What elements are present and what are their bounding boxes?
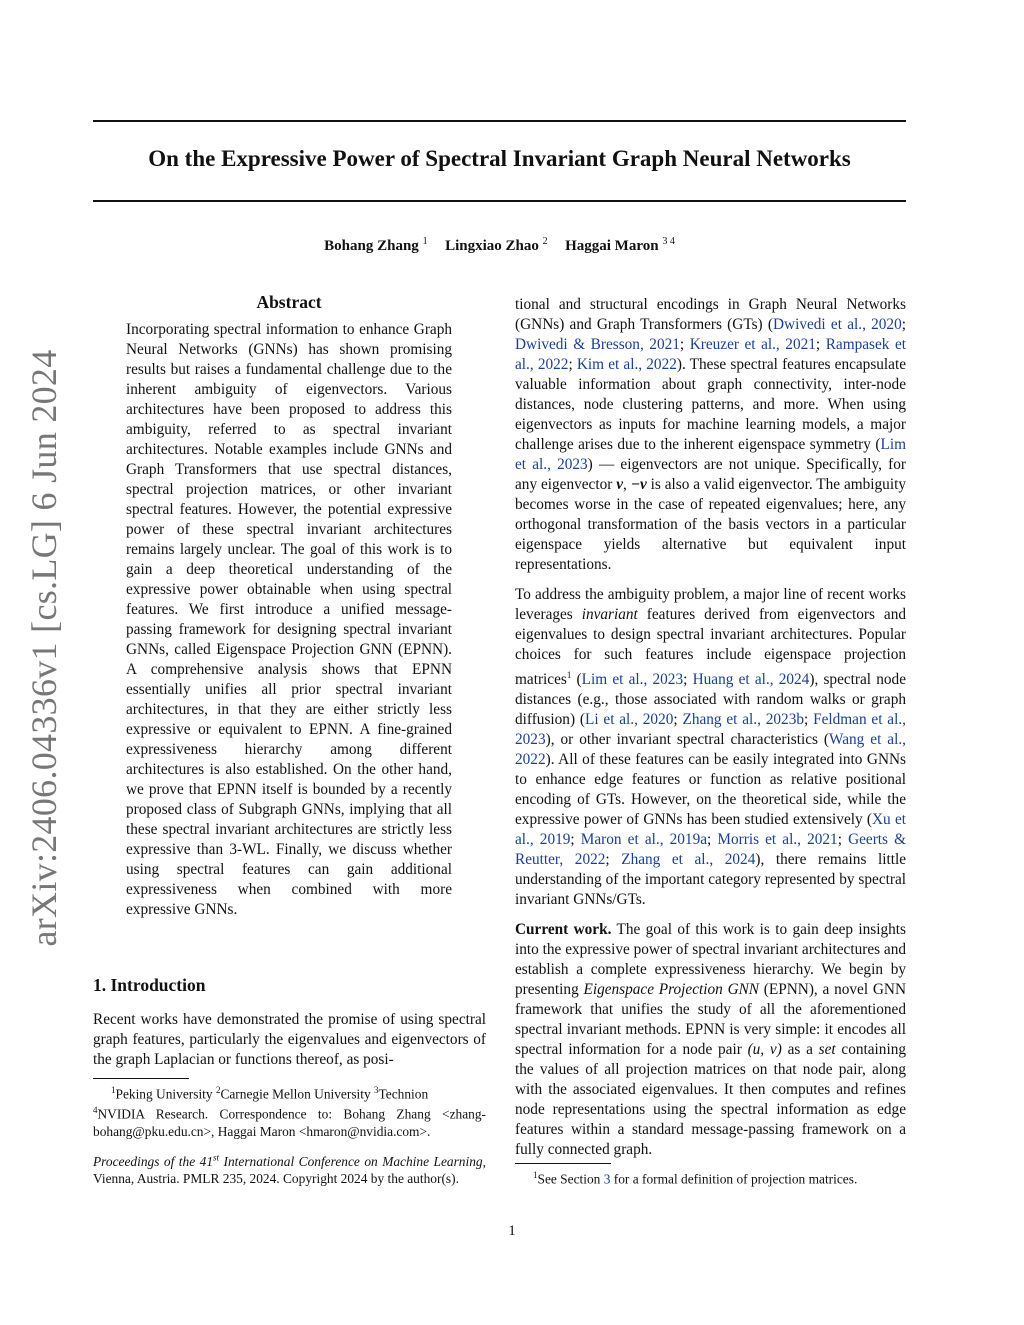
title-rule-bottom — [93, 200, 906, 202]
abstract-text: Incorporating spectral information to enhance Graph Neural Networks (GNNs) has shown promising results but raises a fundamental challenge due to the inherent ambiguity of eigenvectors. Various architectures have been proposed to address this ambiguity, referred to as spectral invariant architectures. Notable examples include GNNs and Graph Transformers that use spectral distances, spectral projection matrices, or other invariant spectral features. However, the potential expressive power of these spectral invariant architectures remains largely unclear. The goal of this work is to gain a deep theoretical understanding of the expressive power obtainable when using spectral features. We first introduce a unified message-passing framework for designing spectral invariant GNNs, called Eigenspace Projection GNN (EPNN). A comprehensive analysis shows that EPNN essentially unifies all prior spectral invariant architectures, in that they are either strictly less expressive or equivalent to EPNN. A fine-grained expressiveness hierarchy among different architectures is also established. On the other hand, we prove that EPNN itself is bounded by a recently proposed class of Subgraph GNNs, implying that all these spectral invariant architectures are strictly less expressive than 3-WL. Finally, we discuss whether using spectral features can gain additional expressiveness when combined with more expressive GNNs. — [126, 321, 452, 918]
text: ), there remains little understanding of the important category represented by spectral invariant GNNs/GTs. — [515, 851, 907, 909]
citation-link[interactable]: Huang et al., 2024 — [692, 671, 810, 689]
text: The goal of this work is to gain deep insights into the expressive power of spectral invariant architectures and establish a complete expressiveness hierarchy. We begin by presenting — [515, 921, 907, 999]
citation-link[interactable]: Li et al., 2020 — [584, 711, 674, 729]
math-neg-v: −v — [630, 476, 647, 493]
affiliation-footnote — [93, 1082, 486, 1140]
proceedings-sup: st — [213, 1153, 220, 1163]
right-column — [515, 295, 906, 1170]
footnote-mark: 1 — [533, 1170, 538, 1180]
proceedings-text: Proceedings of the — [93, 1154, 200, 1170]
section-link[interactable]: 3 — [603, 1171, 611, 1187]
aff-mark: 3 — [374, 1085, 379, 1095]
proceedings-number: 41 — [199, 1154, 214, 1170]
citation-link[interactable]: Wang et al., 2022 — [515, 731, 906, 769]
citation-link[interactable]: Lim et al., 2023 — [515, 436, 906, 473]
text: containing the values of all projection matrices on that node pair, along with the associated eigenvalues. It then computes and refines node representations using the spectral information as edge features within a standard message-passing framework on a fully connected graph. — [515, 1041, 906, 1159]
citation-link[interactable]: Geerts & Reutter, 2022 — [515, 831, 907, 869]
citation-link[interactable]: Zhang et al., 2023b — [682, 711, 804, 729]
introduction-text: Recent works have demonstrated the promise of using spectral graph features, particularly the eigenvalues and eigenvectors of the graph Laplacian or functions thereof, as posi- — [93, 1011, 486, 1068]
citation-link[interactable]: Dwivedi & Bresson, 2021 — [515, 336, 680, 353]
aff-mark: 2 — [215, 1085, 221, 1095]
author-name: Lingxiao Zhao — [445, 238, 539, 254]
citation-link[interactable]: Rampasek et al., 2022 — [515, 336, 907, 373]
aff-mark: 1 — [111, 1085, 116, 1095]
text: See Section — [537, 1171, 604, 1187]
text: as a — [781, 1041, 819, 1059]
footnote-rule — [515, 1163, 611, 1164]
text: for a formal definition of projection matrices. — [610, 1171, 858, 1187]
text: is also a valid eigenvector. The ambiguity becomes worse in the case of repeated eigenvalues; here, any orthogonal transformation of the basis vectors in a particular eigenspace yields alternative but equivalent input representations. — [515, 476, 906, 573]
emphasis: invariant — [581, 606, 638, 623]
aff-text: Technion — [378, 1086, 429, 1102]
paragraph-heading: Current work. — [515, 921, 612, 939]
paragraph: To address the ambiguity problem, a major line of recent works leverages invariant features derived from eigenvectors and eigenvalues to design spectral invariant architectures. Popular choices for such features include eigenspace projection matrices$^1$ (Lim et al., 2023; Huang et al., 2024), spectral node distances (e.g., those associated with random walks or graph diffusion) (Li et al., 2020; Zhang et al., 2023b; Feldman et al., 2023), or other invariant spectral characteristics (Wang et al., 2022). All of these features can be easily integrated into GNNs to enhance edge features or function as relative positional encoding of GTs. However, on the theoretical side, while the expressive power of GNNs has been studied extensively (Xu et al., 2019; Maron et al., 2019a; Morris et al., 2021; Geerts & Reutter, 2022; Zhang et al., 2024), there remains little understanding of the important category represented by spectral invariant GNNs/GTs. — [515, 586, 907, 909]
citation-link[interactable]: Zhang et al., 2024 — [621, 851, 756, 869]
title-rule-top — [93, 120, 906, 122]
aff-mark: 4 — [93, 1105, 98, 1116]
projection-footnote — [515, 1167, 906, 1187]
proceedings-note — [93, 1150, 486, 1187]
arxiv-stamp: arXiv:2406.04336v1 [cs.LG] 6 Jun 2024 — [24, 349, 64, 947]
paper-title: On the Expressive Power of Spectral Invariant Graph Neural Networks — [148, 146, 851, 171]
footnote-mark[interactable]: 1 — [566, 670, 572, 680]
abstract-section — [126, 292, 452, 920]
author-affiliation: 1 — [422, 236, 428, 247]
citation-link[interactable]: Feldman et al., 2023 — [515, 711, 906, 749]
citation-link[interactable]: Xu et al., 2019 — [515, 811, 907, 849]
math-v: v — [616, 476, 623, 493]
author-affiliation: 3 4 — [662, 236, 675, 247]
aff-text: Carnegie Mellon University — [220, 1086, 375, 1102]
citation-link[interactable]: Kim et al., 2022 — [576, 356, 677, 373]
author-affiliation: 2 — [542, 236, 548, 247]
citation-link[interactable]: Maron et al., 2019a — [580, 831, 708, 849]
emphasis: set — [818, 1041, 836, 1059]
text: features derived from eigenvectors and eigenvalues to design spectral invariant architectures. Popular choices for such features include eigenspace projection matrices — [515, 606, 906, 689]
math-uv: (u, v) — [747, 1041, 782, 1059]
citation-link[interactable]: Dwivedi et al., 2020 — [772, 316, 902, 333]
author-name: Haggai Maron — [565, 238, 659, 254]
text: ), or other invariant spectral characteristics ( — [545, 731, 830, 749]
text: (EPNN), a novel GNN framework that unifies the study of all the aforementioned spectral invariant methods. EPNN is very simple: it encodes all spectral information for a node pair — [515, 981, 906, 1059]
proceedings-text: , Vienna, Austria. PMLR 235, 2024. Copyright 2024 by the author(s). — [93, 1154, 486, 1187]
introduction-section — [93, 975, 486, 1070]
aff-text: Peking University — [115, 1086, 216, 1102]
text: ). These spectral features encapsulate valuable information about graph connectivity, inter-node distances, node clustering patterns, and more. When using eigenvectors as inputs for machine learning models, a major challenge arises due to the inherent eigenspace symmetry ( — [515, 356, 907, 453]
author-list — [93, 236, 906, 255]
citation-link[interactable]: Lim et al., 2023 — [581, 671, 684, 689]
footnote-rule — [93, 1078, 189, 1079]
citation-link[interactable]: Morris et al., 2021 — [717, 831, 838, 849]
paragraph — [515, 920, 906, 1160]
author-name: Bohang Zhang — [324, 238, 419, 254]
abstract-heading: Abstract — [256, 292, 322, 312]
introduction-heading: 1. Introduction — [93, 975, 206, 995]
aff-text: NVIDIA Research. Correspondence to: Bohang Zhang <zhang-bohang@pku.edu.cn>, Haggai Maron <hmaron@nvidia.com>. — [93, 1106, 486, 1139]
text: ), spectral node distances (e.g., those associated with random walks or graph diffusion) ( — [515, 671, 906, 729]
text: , — [622, 476, 631, 493]
paragraph: tional and structural encodings in Graph Neural Networks (GNNs) and Graph Transformers (GTs) (Dwivedi et al., 2020; Dwivedi & Bresson, 2021; Kreuzer et al., 2021; Rampasek et al., 2022; Kim et al., 2022). These spectral features encapsulate valuable information about graph connectivity, inter-node distances, node clustering patterns, and more. When using eigenvectors as inputs for machine learning models, a major challenge arises due to the inherent eigenspace symmetry (Lim et al., 2023) — eigenvectors are not unique. Specifically, for any eigenvector v, −v is also a valid eigenvector. The ambiguity becomes worse in the case of repeated eigenvalues; here, any orthogonal transformation of the basis vectors in a particular eigenspace yields alternative but equivalent input representations. — [515, 296, 907, 573]
text: tional and structural encodings in Graph Neural Networks (GNNs) and Graph Transformers (GTs) ( — [515, 296, 906, 333]
text: To address the ambiguity problem, a major line of recent works leverages — [515, 586, 906, 623]
text: ( — [571, 671, 582, 689]
page-number: 1 — [508, 1223, 516, 1239]
text: ) — eigenvectors are not unique. Specifically, for any eigenvector — [515, 456, 906, 493]
citation-link[interactable]: Kreuzer et al., 2021 — [689, 336, 816, 353]
emphasis: Eigenspace Projection GNN — [583, 981, 760, 999]
text: ). All of these features can be easily integrated into GNNs to enhance edge features or function as relative positional encoding of GTs. However, on the theoretical side, while the expressive power of GNNs has been studied extensively ( — [515, 751, 906, 829]
proceedings-text: International Conference on Machine Learning — [219, 1154, 483, 1170]
